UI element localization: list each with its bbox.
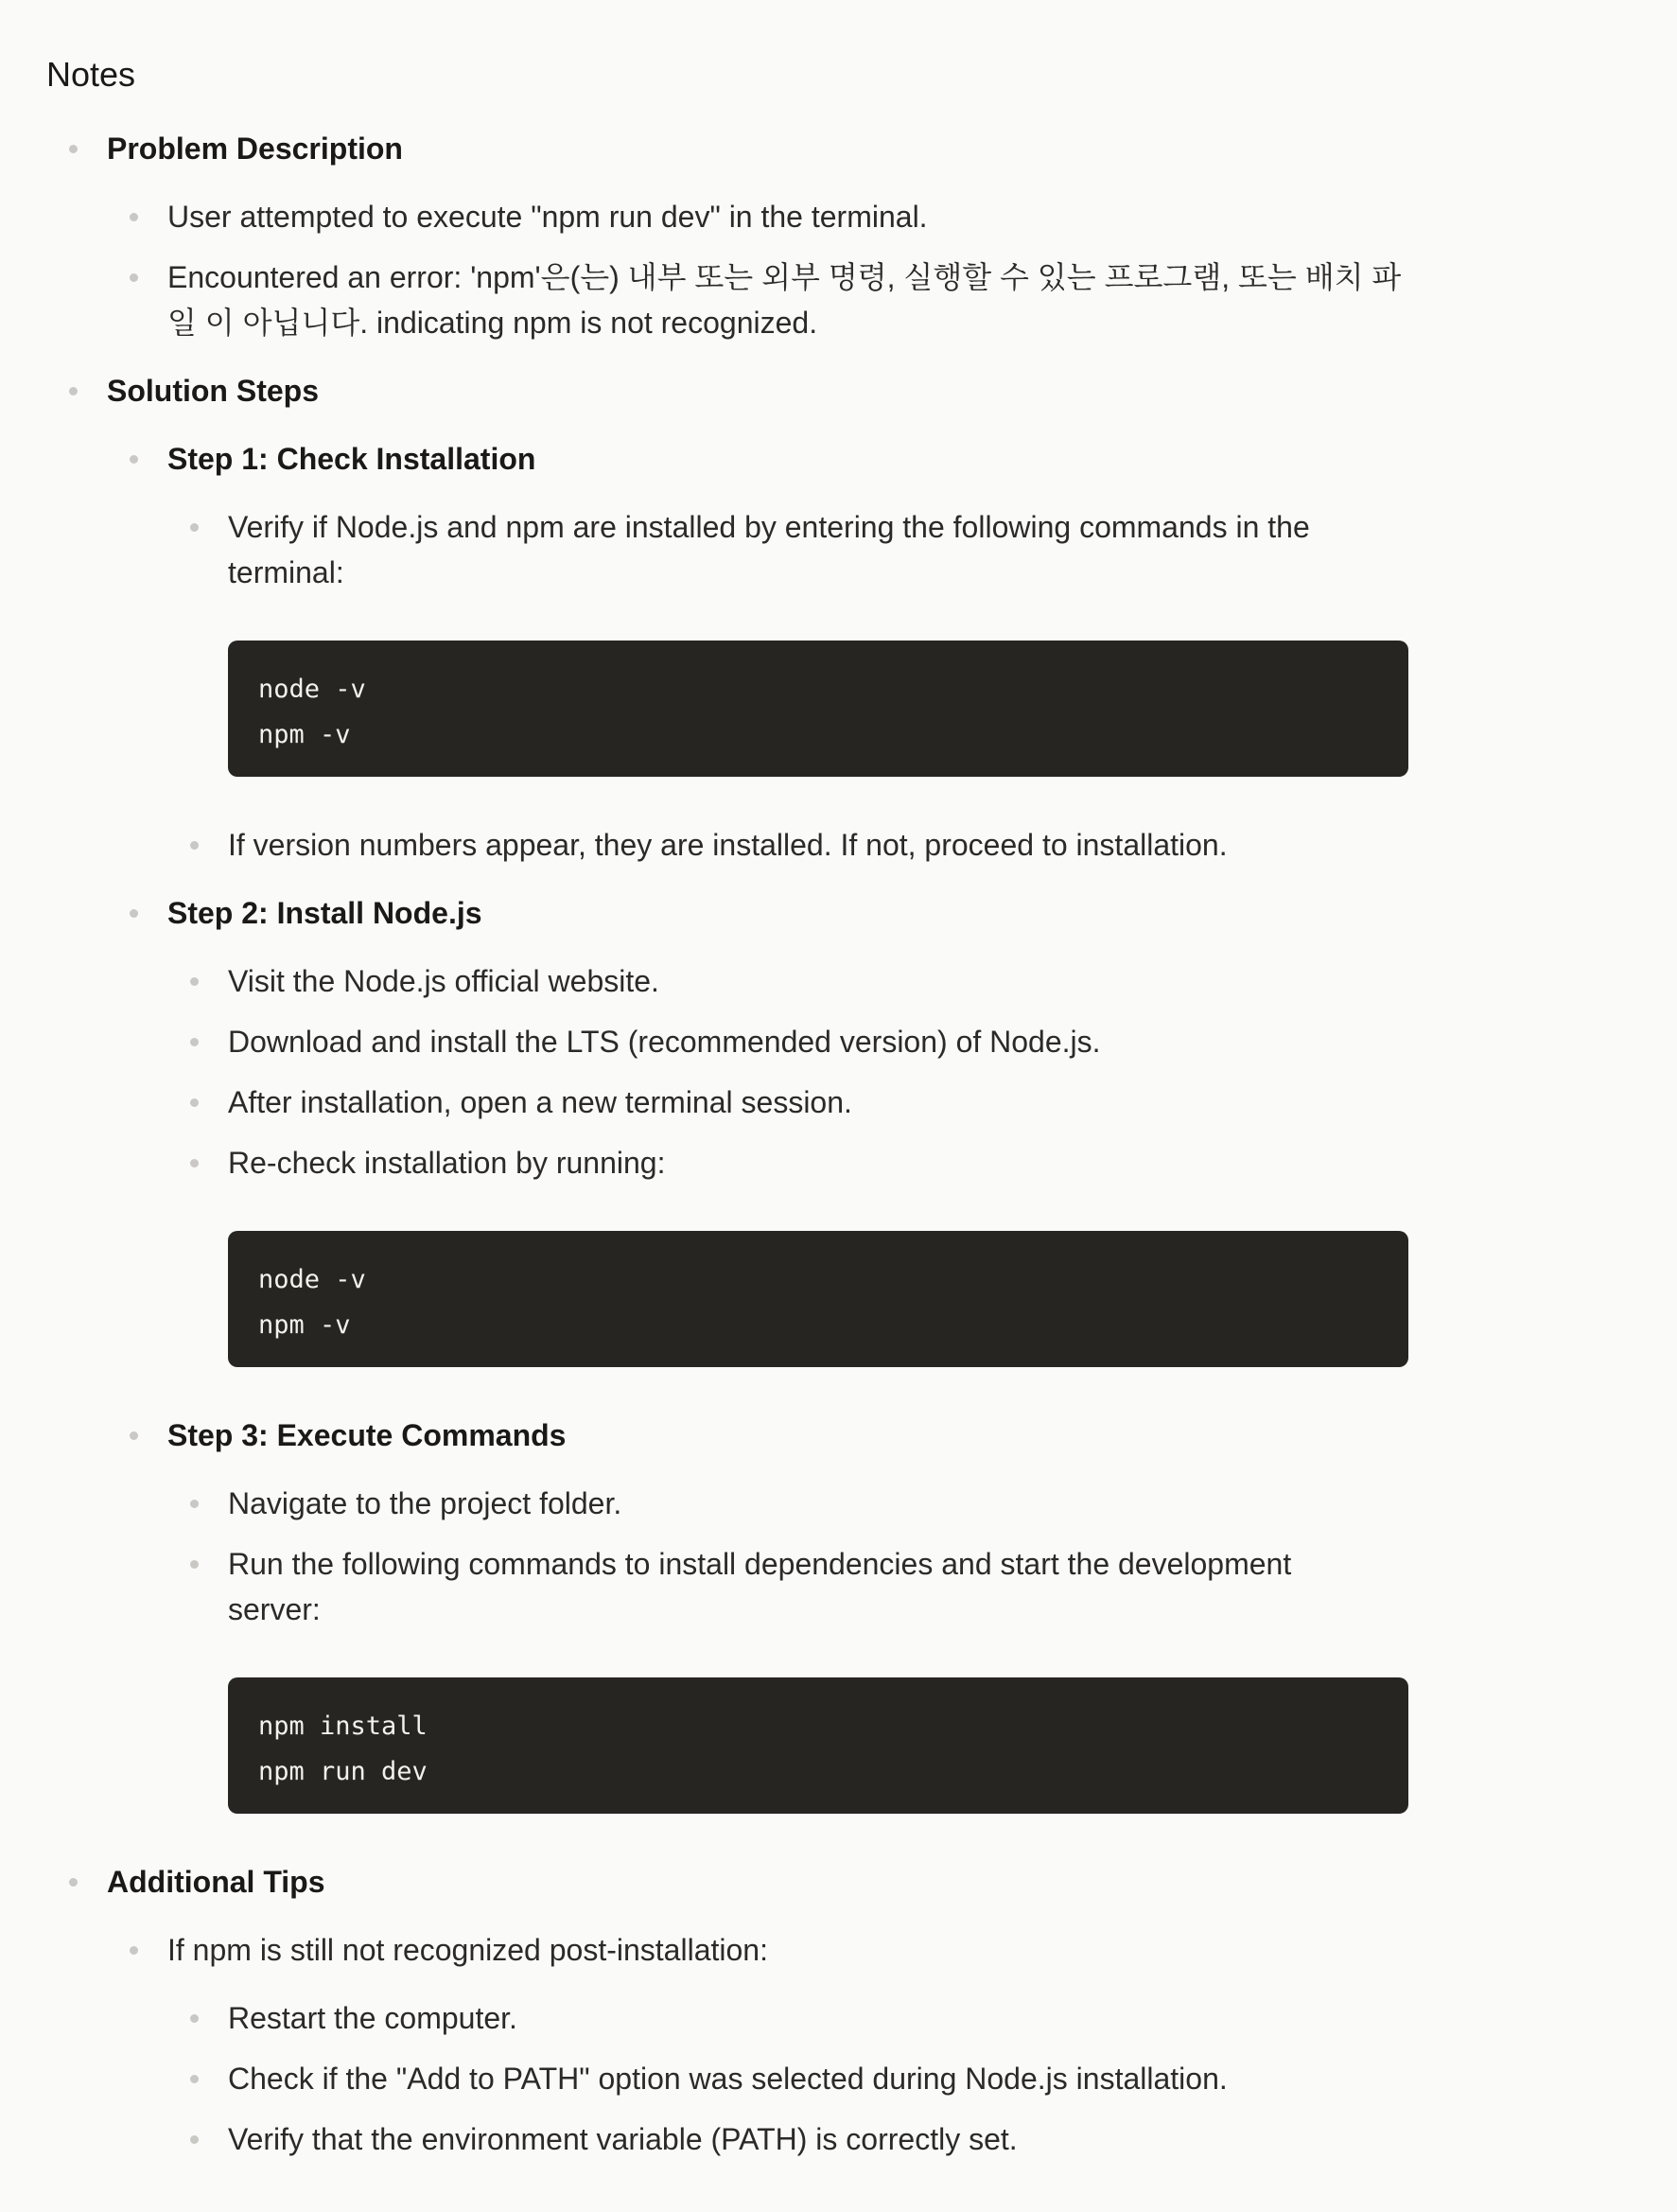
code-block: [228, 1677, 1408, 1814]
code-line: npm install: [258, 1712, 428, 1741]
bullet-icon: [130, 909, 138, 918]
code-line: npm -v: [258, 1310, 351, 1340]
list-item: Verify that the environment variable (PATH) is correctly set.: [228, 2122, 1018, 2156]
list-item: User attempted to execute "npm run dev" in the terminal.: [167, 200, 928, 234]
bullet-icon: [130, 213, 138, 221]
bullet-icon: [130, 455, 138, 464]
section-title-solution: Solution Steps: [107, 374, 319, 408]
bullet-icon: [190, 1098, 199, 1107]
list-item: Check if the "Add to PATH" option was selected during Node.js installation.: [228, 2062, 1228, 2096]
list-item: Download and install the LTS (recommended version) of Node.js.: [228, 1025, 1101, 1059]
bullet-icon: [190, 1560, 199, 1569]
bullet-icon: [130, 273, 138, 282]
code-line: npm -v: [258, 720, 351, 749]
list-item: Re-check installation by running:: [228, 1146, 666, 1180]
bullet-icon: [190, 1500, 199, 1508]
bullet-icon: [190, 841, 199, 850]
code-line: node -v: [258, 675, 366, 704]
code-line: node -v: [258, 1265, 366, 1294]
step-title: Step 1: Check Installation: [167, 442, 536, 476]
bullet-icon: [190, 977, 199, 986]
step-title: Step 3: Execute Commands: [167, 1418, 567, 1452]
list-item: Verify if Node.js and npm are installed by entering the following commands in the terminal:: [228, 510, 1310, 589]
list-item: Encountered an error: 'npm'은(는) 내부 또는 외부 명령, 실행할 수 있는 프로그램, 또는 배치 파일 이 아닙니다. indicating npm is not recognized.: [167, 260, 1402, 340]
code-block: [228, 641, 1408, 777]
step-title: Step 2: Install Node.js: [167, 896, 482, 930]
bullet-icon: [69, 145, 78, 153]
list-item: Navigate to the project folder.: [228, 1486, 622, 1520]
bullet-icon: [190, 1159, 199, 1167]
bullet-icon: [190, 1038, 199, 1046]
bullet-icon: [130, 1431, 138, 1440]
bullet-icon: [69, 387, 78, 395]
bullet-icon: [190, 2014, 199, 2023]
section-title-problem: Problem Description: [107, 132, 403, 166]
bullet-icon: [190, 2135, 199, 2144]
code-block: [228, 1231, 1408, 1367]
list-item: After installation, open a new terminal session.: [228, 1085, 852, 1119]
bullet-icon: [130, 1946, 138, 1955]
list-item: Run the following commands to install dependencies and start the development server:: [228, 1547, 1292, 1626]
bullet-icon: [190, 523, 199, 532]
bullet-icon: [69, 1878, 78, 1887]
list-item: If npm is still not recognized post-installation:: [167, 1933, 768, 1967]
list-item: Visit the Node.js official website.: [228, 964, 659, 998]
section-title-tips: Additional Tips: [107, 1865, 325, 1899]
list-item: If version numbers appear, they are installed. If not, proceed to installation.: [228, 828, 1228, 862]
bullet-icon: [190, 2075, 199, 2083]
code-line: npm run dev: [258, 1757, 428, 1786]
notes-heading: Notes: [46, 55, 136, 94]
list-item: Restart the computer.: [228, 2001, 517, 2035]
